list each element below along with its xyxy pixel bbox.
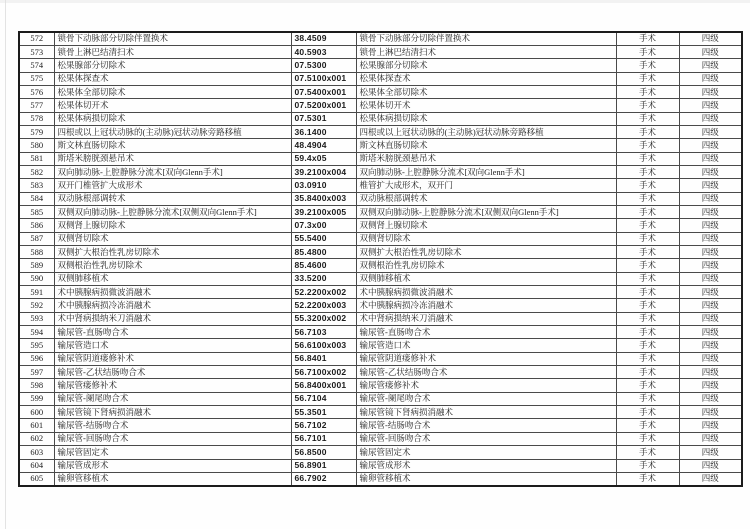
row-no-cell: 596 [19, 352, 54, 365]
level-cell: 四级 [679, 85, 742, 98]
procedure-name-cell: 术中胰腺病损冷冻消融术 [54, 299, 291, 312]
procedure-name-cell: 松果体探查术 [54, 72, 291, 85]
row-no-cell: 589 [19, 259, 54, 272]
category-cell: 手术 [616, 379, 679, 392]
procedure-code-cell: 38.4509 [291, 32, 356, 45]
table-row [19, 59, 742, 72]
procedure-name-repeat-cell: 四根或以上冠状动脉的(主动脉)冠状动脉旁路移植 [356, 125, 616, 138]
procedure-name-repeat-cell: 术中胰腺病损微波消融术 [356, 286, 616, 299]
procedure-name-repeat-cell: 输尿管成形术 [356, 459, 616, 472]
level-cell: 四级 [679, 139, 742, 152]
row-no-cell: 590 [19, 272, 54, 285]
level-cell: 四级 [679, 125, 742, 138]
category-cell: 手术 [616, 299, 679, 312]
level-cell: 四级 [679, 326, 742, 339]
table-row [19, 32, 742, 45]
row-no-cell: 600 [19, 406, 54, 419]
row-no-cell: 586 [19, 219, 54, 232]
procedure-name-cell: 术中胰腺病损微波消融术 [54, 286, 291, 299]
procedure-name-cell: 输尿管阴道瘘修补术 [54, 352, 291, 365]
table-row [19, 192, 742, 205]
procedure-name-repeat-cell: 双动脉根部调转术 [356, 192, 616, 205]
procedure-name-repeat-cell: 输尿管-直肠吻合术 [356, 326, 616, 339]
level-cell: 四级 [679, 152, 742, 165]
level-cell: 四级 [679, 112, 742, 125]
row-no-cell: 575 [19, 72, 54, 85]
table-row [19, 99, 742, 112]
category-cell: 手术 [616, 446, 679, 459]
procedure-name-repeat-cell: 术中胰腺病损冷冻消融术 [356, 299, 616, 312]
procedure-table [18, 31, 743, 487]
procedure-name-repeat-cell: 松果体切开术 [356, 99, 616, 112]
procedure-name-repeat-cell: 斯文林直肠切除术 [356, 139, 616, 152]
procedure-name-cell: 双侧扩大根治性乳房切除术 [54, 246, 291, 259]
procedure-name-repeat-cell: 双侧肾切除术 [356, 232, 616, 245]
procedure-name-repeat-cell: 松果体病损切除术 [356, 112, 616, 125]
procedure-name-cell: 松果体病损切除术 [54, 112, 291, 125]
category-cell: 手术 [616, 326, 679, 339]
table-row [19, 45, 742, 58]
procedure-code-cell: 85.4800 [291, 246, 356, 259]
row-no-cell: 578 [19, 112, 54, 125]
procedure-code-cell: 55.5400 [291, 232, 356, 245]
table-row [19, 299, 742, 312]
category-cell: 手术 [616, 432, 679, 445]
level-cell: 四级 [679, 312, 742, 325]
level-cell: 四级 [679, 392, 742, 405]
procedure-code-cell: 56.6100x003 [291, 339, 356, 352]
procedure-name-repeat-cell: 锁骨上淋巴结清扫术 [356, 45, 616, 58]
procedure-name-cell: 输尿管-乙状结肠吻合术 [54, 366, 291, 379]
procedure-name-cell: 锁骨下动脉部分切除伴置换术 [54, 32, 291, 45]
procedure-name-repeat-cell: 双侧肺移植术 [356, 272, 616, 285]
procedure-name-cell: 输尿管-直肠吻合术 [54, 326, 291, 339]
procedure-name-repeat-cell: 输尿管-乙状结肠吻合术 [356, 366, 616, 379]
procedure-name-cell: 输尿管镜下肾病损消融术 [54, 406, 291, 419]
procedure-name-repeat-cell: 输尿管镜下肾病损消融术 [356, 406, 616, 419]
level-cell: 四级 [679, 45, 742, 58]
table-row [19, 85, 742, 98]
table-row [19, 179, 742, 192]
level-cell: 四级 [679, 99, 742, 112]
row-no-cell: 577 [19, 99, 54, 112]
procedure-name-repeat-cell: 锁骨下动脉部分切除伴置换术 [356, 32, 616, 45]
category-cell: 手术 [616, 406, 679, 419]
category-cell: 手术 [616, 366, 679, 379]
procedure-code-cell: 39.2100x004 [291, 165, 356, 178]
category-cell: 手术 [616, 59, 679, 72]
category-cell: 手术 [616, 286, 679, 299]
level-cell: 四级 [679, 32, 742, 45]
level-cell: 四级 [679, 432, 742, 445]
row-no-cell: 597 [19, 366, 54, 379]
level-cell: 四级 [679, 406, 742, 419]
row-no-cell: 593 [19, 312, 54, 325]
table-row [19, 432, 742, 445]
procedure-name-repeat-cell: 输尿管瘘修补术 [356, 379, 616, 392]
row-no-cell: 585 [19, 205, 54, 218]
procedure-code-cell: 56.7102 [291, 419, 356, 432]
category-cell: 手术 [616, 246, 679, 259]
procedure-code-cell: 56.8400x001 [291, 379, 356, 392]
procedure-code-cell: 56.7104 [291, 392, 356, 405]
table-row [19, 112, 742, 125]
level-cell: 四级 [679, 286, 742, 299]
table-row [19, 446, 742, 459]
table-row [19, 272, 742, 285]
procedure-code-cell: 36.1400 [291, 125, 356, 138]
category-cell: 手术 [616, 72, 679, 85]
level-cell: 四级 [679, 472, 742, 485]
level-cell: 四级 [679, 192, 742, 205]
category-cell: 手术 [616, 419, 679, 432]
procedure-name-cell: 松果腺部分切除术 [54, 59, 291, 72]
procedure-name-cell: 斯塔米膀胱颈悬吊术 [54, 152, 291, 165]
category-cell: 手术 [616, 32, 679, 45]
procedure-name-repeat-cell: 松果体探查术 [356, 72, 616, 85]
procedure-name-repeat-cell: 斯塔米膀胱颈悬吊术 [356, 152, 616, 165]
procedure-code-cell: 07.5400x001 [291, 85, 356, 98]
procedure-name-cell: 双开门椎管扩大成形术 [54, 179, 291, 192]
procedure-code-cell: 66.7902 [291, 472, 356, 485]
row-no-cell: 583 [19, 179, 54, 192]
procedure-code-cell: 48.4904 [291, 139, 356, 152]
procedure-name-cell: 输尿管-回肠吻合术 [54, 432, 291, 445]
procedure-code-cell: 07.5100x001 [291, 72, 356, 85]
category-cell: 手术 [616, 139, 679, 152]
procedure-code-cell: 52.2200x003 [291, 299, 356, 312]
row-no-cell: 587 [19, 232, 54, 245]
row-no-cell: 594 [19, 326, 54, 339]
category-cell: 手术 [616, 192, 679, 205]
table-row [19, 459, 742, 472]
category-cell: 手术 [616, 339, 679, 352]
table-body [19, 32, 742, 486]
table-row [19, 232, 742, 245]
row-no-cell: 582 [19, 165, 54, 178]
category-cell: 手术 [616, 179, 679, 192]
table-row [19, 326, 742, 339]
level-cell: 四级 [679, 352, 742, 365]
procedure-name-repeat-cell: 输尿管固定术 [356, 446, 616, 459]
procedure-code-cell: 35.8400x003 [291, 192, 356, 205]
level-cell: 四级 [679, 299, 742, 312]
procedure-code-cell: 55.3200x002 [291, 312, 356, 325]
row-no-cell: 604 [19, 459, 54, 472]
category-cell: 手术 [616, 352, 679, 365]
scan-artifact-left [5, 0, 6, 529]
procedure-name-cell: 术中肾病损纳米刀消融术 [54, 312, 291, 325]
procedure-code-cell: 56.7101 [291, 432, 356, 445]
level-cell: 四级 [679, 72, 742, 85]
category-cell: 手术 [616, 259, 679, 272]
procedure-name-cell: 锁骨上淋巴结清扫术 [54, 45, 291, 58]
procedure-code-cell: 56.8500 [291, 446, 356, 459]
table-row [19, 259, 742, 272]
category-cell: 手术 [616, 472, 679, 485]
row-no-cell: 598 [19, 379, 54, 392]
category-cell: 手术 [616, 312, 679, 325]
category-cell: 手术 [616, 99, 679, 112]
procedure-code-cell: 33.5200 [291, 272, 356, 285]
procedure-name-cell: 输尿管造口术 [54, 339, 291, 352]
procedure-name-cell: 双向肺动脉-上腔静脉分流术[双向Glenn手术] [54, 165, 291, 178]
category-cell: 手术 [616, 152, 679, 165]
procedure-name-repeat-cell: 双向肺动脉-上腔静脉分流术[双向Glenn手术] [356, 165, 616, 178]
procedure-name-cell: 输尿管成形术 [54, 459, 291, 472]
table-row [19, 352, 742, 365]
table-row [19, 379, 742, 392]
row-no-cell: 602 [19, 432, 54, 445]
procedure-code-cell: 07.5301 [291, 112, 356, 125]
table-row [19, 219, 742, 232]
table-row [19, 139, 742, 152]
table-row [19, 419, 742, 432]
procedure-code-cell: 39.2100x005 [291, 205, 356, 218]
table-row [19, 366, 742, 379]
row-no-cell: 605 [19, 472, 54, 485]
procedure-name-repeat-cell: 术中肾病损纳米刀消融术 [356, 312, 616, 325]
category-cell: 手术 [616, 232, 679, 245]
procedure-name-repeat-cell: 输尿管-回肠吻合术 [356, 432, 616, 445]
row-no-cell: 576 [19, 85, 54, 98]
procedure-name-repeat-cell: 输尿管造口术 [356, 339, 616, 352]
procedure-name-cell: 双侧肾切除术 [54, 232, 291, 245]
scan-artifact-top [0, 0, 750, 3]
procedure-name-cell: 输尿管-结肠吻合术 [54, 419, 291, 432]
row-no-cell: 599 [19, 392, 54, 405]
level-cell: 四级 [679, 232, 742, 245]
procedure-name-cell: 斯文林直肠切除术 [54, 139, 291, 152]
level-cell: 四级 [679, 205, 742, 218]
row-no-cell: 601 [19, 419, 54, 432]
procedure-name-repeat-cell: 双侧根治性乳房切除术 [356, 259, 616, 272]
table-row [19, 312, 742, 325]
procedure-name-repeat-cell: 输尿管-阑尾吻合术 [356, 392, 616, 405]
procedure-name-cell: 双侧双向肺动脉-上腔静脉分流术[双侧双向Glenn手术] [54, 205, 291, 218]
procedure-name-repeat-cell: 椎管扩大成形术，双开门 [356, 179, 616, 192]
level-cell: 四级 [679, 246, 742, 259]
row-no-cell: 584 [19, 192, 54, 205]
category-cell: 手术 [616, 165, 679, 178]
procedure-code-cell: 07.5200x001 [291, 99, 356, 112]
table-row [19, 152, 742, 165]
procedure-code-cell: 55.3501 [291, 406, 356, 419]
table-row [19, 392, 742, 405]
category-cell: 手术 [616, 112, 679, 125]
level-cell: 四级 [679, 446, 742, 459]
table-row [19, 286, 742, 299]
row-no-cell: 580 [19, 139, 54, 152]
procedure-code-cell: 40.5903 [291, 45, 356, 58]
procedure-name-repeat-cell: 松果体全部切除术 [356, 85, 616, 98]
procedure-name-cell: 输尿管瘘修补术 [54, 379, 291, 392]
procedure-code-cell: 56.8401 [291, 352, 356, 365]
procedure-code-cell: 59.4x05 [291, 152, 356, 165]
level-cell: 四级 [679, 259, 742, 272]
level-cell: 四级 [679, 366, 742, 379]
category-cell: 手术 [616, 125, 679, 138]
table-row [19, 406, 742, 419]
level-cell: 四级 [679, 272, 742, 285]
category-cell: 手术 [616, 45, 679, 58]
category-cell: 手术 [616, 459, 679, 472]
procedure-code-cell: 85.4600 [291, 259, 356, 272]
procedure-name-cell: 输卵管移植术 [54, 472, 291, 485]
procedure-name-repeat-cell: 双侧扩大根治性乳房切除术 [356, 246, 616, 259]
procedure-name-repeat-cell: 双侧双向肺动脉-上腔静脉分流术[双侧双向Glenn手术] [356, 205, 616, 218]
category-cell: 手术 [616, 392, 679, 405]
table-row [19, 246, 742, 259]
procedure-name-cell: 双侧根治性乳房切除术 [54, 259, 291, 272]
level-cell: 四级 [679, 339, 742, 352]
procedure-name-cell: 双侧肾上腺切除术 [54, 219, 291, 232]
row-no-cell: 603 [19, 446, 54, 459]
procedure-code-cell: 07.3x00 [291, 219, 356, 232]
procedure-code-cell: 07.5300 [291, 59, 356, 72]
category-cell: 手术 [616, 205, 679, 218]
procedure-name-cell: 四根或以上冠状动脉的(主动脉)冠状动脉旁路移植 [54, 125, 291, 138]
category-cell: 手术 [616, 272, 679, 285]
level-cell: 四级 [679, 419, 742, 432]
table-row [19, 472, 742, 485]
procedure-code-cell: 52.2200x002 [291, 286, 356, 299]
procedure-code-cell: 56.7100x002 [291, 366, 356, 379]
table-row [19, 125, 742, 138]
procedure-name-cell: 输尿管固定术 [54, 446, 291, 459]
procedure-code-cell: 56.7103 [291, 326, 356, 339]
level-cell: 四级 [679, 165, 742, 178]
level-cell: 四级 [679, 219, 742, 232]
procedure-name-cell: 输尿管-阑尾吻合术 [54, 392, 291, 405]
procedure-name-repeat-cell: 松果腺部分切除术 [356, 59, 616, 72]
level-cell: 四级 [679, 179, 742, 192]
category-cell: 手术 [616, 85, 679, 98]
level-cell: 四级 [679, 379, 742, 392]
row-no-cell: 588 [19, 246, 54, 259]
procedure-name-repeat-cell: 输尿管-结肠吻合术 [356, 419, 616, 432]
procedure-name-repeat-cell: 双侧肾上腺切除术 [356, 219, 616, 232]
procedure-name-cell: 双动脉根部调转术 [54, 192, 291, 205]
procedure-code-cell: 56.8901 [291, 459, 356, 472]
row-no-cell: 595 [19, 339, 54, 352]
table-row [19, 72, 742, 85]
table-row [19, 339, 742, 352]
table-row [19, 205, 742, 218]
level-cell: 四级 [679, 459, 742, 472]
procedure-name-cell: 松果体切开术 [54, 99, 291, 112]
row-no-cell: 579 [19, 125, 54, 138]
row-no-cell: 573 [19, 45, 54, 58]
procedure-name-repeat-cell: 输尿管阴道瘘修补术 [356, 352, 616, 365]
category-cell: 手术 [616, 219, 679, 232]
row-no-cell: 574 [19, 59, 54, 72]
row-no-cell: 572 [19, 32, 54, 45]
table-row [19, 165, 742, 178]
procedure-code-cell: 03.0910 [291, 179, 356, 192]
procedure-name-cell: 松果体全部切除术 [54, 85, 291, 98]
row-no-cell: 592 [19, 299, 54, 312]
procedure-name-cell: 双侧肺移植术 [54, 272, 291, 285]
row-no-cell: 581 [19, 152, 54, 165]
row-no-cell: 591 [19, 286, 54, 299]
level-cell: 四级 [679, 59, 742, 72]
procedure-name-repeat-cell: 输卵管移植术 [356, 472, 616, 485]
